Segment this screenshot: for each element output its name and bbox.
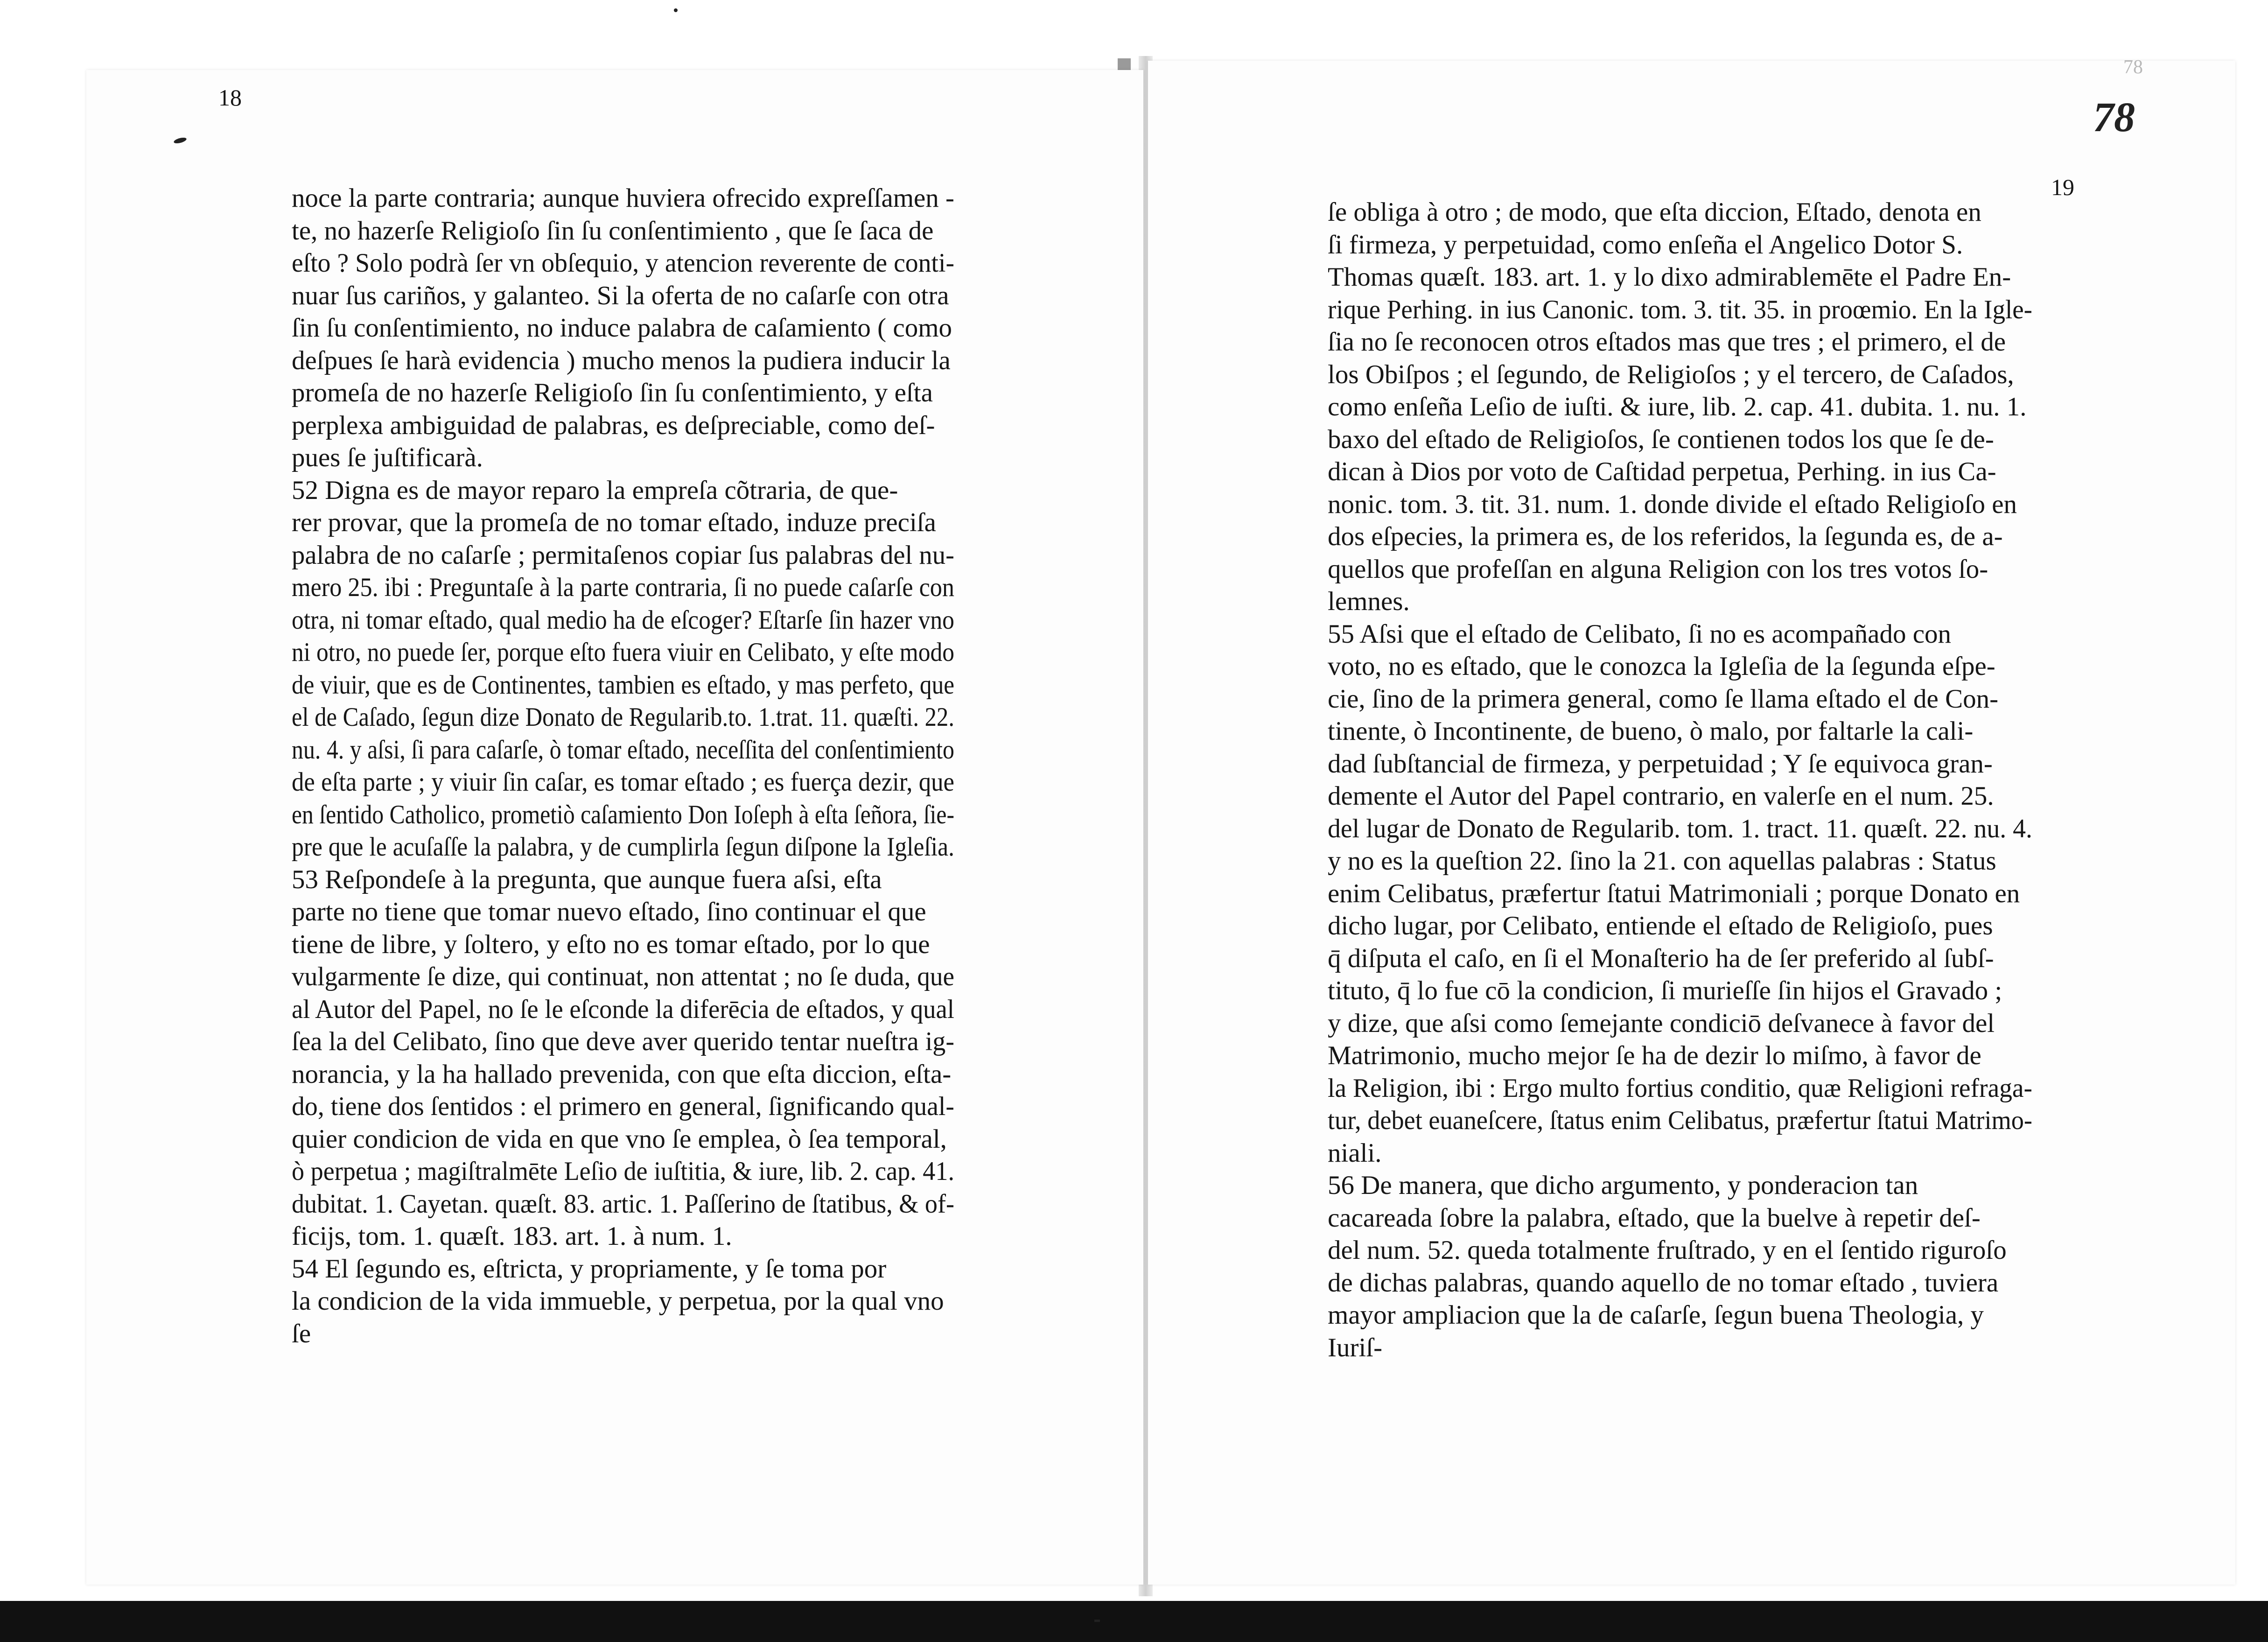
- right-page-text: [1328, 196, 2032, 1364]
- text-line: parte no tiene que tomar nuevo eſtado, ſino continuar el que: [292, 897, 926, 926]
- ink-dash: [1094, 1620, 1100, 1622]
- text-line: ſin ſu conſentimiento, no induce palabra de caſamiento ( como: [292, 313, 952, 343]
- text-line: niali.: [1328, 1138, 1382, 1168]
- text-line: Thomas quæſt. 183. art. 1. y lo dixo admirablemēte el Padre En-: [1328, 262, 2011, 292]
- text-line: quier condicion de vida en que vno ſe emplea, ò ſea temporal,: [292, 1124, 947, 1154]
- text-line: nuar ſus cariños, y galanteo. Si la oferta de no caſarſe con otra: [292, 281, 949, 310]
- text-line: nonic. tom. 3. tit. 31. num. 1. donde divide el eſtado Religioſo en: [1328, 489, 2017, 519]
- text-line: la condicion de la vida immueble, y perpetua, por la qual vno: [292, 1286, 944, 1316]
- text-line: norancia, y la ha hallado prevenida, con que eſta diccion, eſta-: [292, 1059, 952, 1089]
- text-line: promeſa de no hazerſe Religioſo ſin ſu conſentimiento, y eſta: [292, 378, 933, 407]
- text-line: 55 Aſsi que el eſtado de Celibato, ſi no es acompañado con: [1328, 619, 1951, 649]
- scanner-bottom-edge: [0, 1601, 2268, 1642]
- text-line: mayor ampliacion que la de caſarſe, ſegun buena Theologia, y: [1328, 1300, 1984, 1330]
- text-line: de dichas palabras, quando aquello de no tomar eſtado , tuviera: [1328, 1268, 1999, 1298]
- text-line: cie, ſino de la primera general, como ſe llama eſtado el de Con-: [1328, 684, 1999, 714]
- text-line: 54 El ſegundo es, eſtricta, y propriamente, y ſe toma por: [292, 1254, 887, 1284]
- text-line: en ſentido Catholico, prometiò caſamiento Don Ioſeph à eſta ſeñora, ſie-: [292, 800, 954, 829]
- text-line: ò perpetua ; magiſtralmēte Leſio de iuſtitia, & iure, lib. 2. cap. 41.: [292, 1157, 954, 1186]
- text-line: el de Caſado, ſegun dize Donato de Regularib.to. 1.trat. 11. quæſti. 22.: [292, 702, 954, 732]
- text-line: enim Celibatus, præfertur ſtatui Matrimoniali ; porque Donato en: [1328, 878, 2020, 908]
- folio-number: 78: [2093, 94, 2135, 140]
- text-line: ſe obliga à otro ; de modo, que eſta diccion, Eſtado, denota en: [1328, 197, 1981, 227]
- left-page-number: 18: [218, 84, 242, 111]
- text-line: y no es la queſtion 22. ſino la 21. con aquellas palabras : Status: [1328, 846, 1996, 876]
- ink-speck: [674, 8, 678, 12]
- text-line: perplexa ambiguidad de palabras, es deſpreciable, como deſ-: [292, 410, 935, 440]
- text-line: rique Perhing. in ius Canonic. tom. 3. tit. 35. in proœmio. En la Igle-: [1328, 295, 2032, 324]
- text-line: vulgarmente ſe dize, qui continuat, non attentat ; no ſe duda, que: [292, 962, 954, 991]
- text-line: pues ſe juſtificarà.: [292, 443, 483, 472]
- right-page-number: 19: [2051, 174, 2074, 200]
- text-line: 53 Reſpondeſe à la pregunta, que aunque fuera aſsi, eſta: [292, 864, 882, 894]
- text-line: cacareada ſobre la palabra, eſtado, que la buelve à repetir deſ-: [1328, 1203, 1981, 1233]
- text-line: como enſeña Leſio de iuſti. & iure, lib. 2. cap. 41. dubita. 1. nu. 1.: [1328, 392, 2027, 421]
- text-line: ſi firmeza, y perpetuidad, como enſeña el Angelico Dotor S.: [1328, 230, 1963, 260]
- text-line: al Autor del Papel, no ſe le eſconde la diferēcia de eſtados, y qual: [292, 994, 954, 1024]
- text-line: do, tiene dos ſentidos : el primero en general, ſignificando qual-: [292, 1092, 954, 1121]
- text-line: noce la parte contraria; aunque huviera ofrecido expreſſamen -: [292, 183, 954, 213]
- text-line: Matrimonio, mucho mejor ſe ha de dezir lo miſmo, à favor de: [1328, 1041, 1981, 1070]
- text-line: del num. 52. queda totalmente fruſtrado, y en el ſentido riguroſo: [1328, 1235, 2007, 1265]
- text-line: tituto, q̄ lo fue cō la condicion, ſi murieſſe ſin hijos el Gravado ;: [1328, 976, 2002, 1005]
- text-line: tinente, ò Incontinente, de bueno, ò malo, por faltarle la cali-: [1328, 716, 1974, 746]
- text-line: 52 Digna es de mayor reparo la empreſa cõtraria, de que-: [292, 475, 898, 505]
- text-line: quellos que profeſſan en alguna Religion con los tres votos ſo-: [1328, 554, 1988, 584]
- faint-folio-number: 78: [2123, 56, 2143, 78]
- text-line: del lugar de Donato de Regularib. tom. 1. tract. 11. quæſt. 22. nu. 4.: [1328, 814, 2032, 843]
- text-line: q̄ diſputa el caſo, en ſi el Monaſterio ha de ſer preferido al ſubſ-: [1328, 943, 1994, 973]
- text-line: voto, no es eſtado, que le conozca la Igleſia de la ſegunda eſpe-: [1328, 652, 1995, 681]
- text-line: ſe: [292, 1319, 311, 1348]
- text-line: la Religion, ibi : Ergo multo fortius conditio, quæ Religioni refraga-: [1328, 1073, 2032, 1103]
- text-line: dos eſpecies, la primera es, de los referidos, la ſegunda es, de a-: [1328, 522, 2003, 551]
- text-line: dican à Dios por voto de Caſtidad perpetua, Perhing. in ius Ca-: [1328, 457, 1996, 486]
- text-line: ſea la del Celibato, ſino que deve aver querido tentar nueſtra ig-: [292, 1027, 954, 1056]
- text-line: de viuir, que es de Continentes, tambien es eſtado, y mas perfeto, que: [292, 670, 954, 700]
- text-line: los Obiſpos ; el ſegundo, de Religioſos ; y el tercero, de Caſados,: [1328, 359, 2014, 389]
- text-line: tiene de libre, y ſoltero, y eſto no es tomar eſtado, por lo que: [292, 929, 930, 959]
- text-line: dad ſubſtancial de firmeza, y perpetuidad ; Y ſe equivoca gran-: [1328, 749, 1993, 779]
- text-line: baxo del eſtado de Religioſos, ſe contienen todos los que ſe de-: [1328, 424, 1994, 454]
- text-line: palabra de no caſarſe ; permitaſenos copiar ſus palabras del nu-: [292, 540, 954, 570]
- text-line: de eſta parte ; y viuir ſin caſar, es tomar eſtado ; es fuerça dezir, que: [292, 767, 954, 797]
- text-line: ſia no ſe reconocen otros eſtados mas que tres ; el primero, el de: [1328, 327, 2006, 357]
- text-line: ni otro, no puede ſer, porque eſto fuera viuir en Celibato, y eſte modo: [292, 638, 954, 667]
- text-line: mero 25. ibi : Preguntaſe à la parte contraria, ſi no puede caſarſe con: [292, 573, 954, 602]
- text-line: lemnes.: [1328, 587, 1410, 616]
- text-line: y dize, que aſsi como ſemejante condiciō deſvanece à favor del: [1328, 1008, 1995, 1038]
- text-line: ficijs, tom. 1. quæſt. 183. art. 1. à num. 1.: [292, 1221, 732, 1251]
- text-line: Iuriſ-: [1328, 1333, 1383, 1362]
- text-line: nu. 4. y aſsi, ſi para caſarſe, ò tomar eſtado, neceſſita del conſentimiento: [292, 735, 954, 765]
- text-line: pre que le acuſaſſe la palabra, y de cumplirla ſegun diſpone la Igleſia.: [292, 832, 954, 862]
- text-line: rer provar, que la promeſa de no tomar eſtado, induze preciſa: [292, 508, 936, 537]
- text-line: tur, debet euaneſcere, ſtatus enim Celibatus, præfertur ſtatui Matrimo-: [1328, 1106, 2032, 1135]
- left-page-text: [292, 182, 954, 1350]
- text-line: dubitat. 1. Cayetan. quæſt. 83. artic. 1. Paſſerino de ſtatibus, & of-: [292, 1189, 954, 1219]
- text-line: deſpues ſe harà evidencia ) mucho menos la pudiera inducir la: [292, 345, 951, 375]
- text-line: 56 De manera, que dicho argumento, y ponderacion tan: [1328, 1171, 1918, 1200]
- text-line: demente el Autor del Papel contrario, en valerſe en el num. 25.: [1328, 781, 1994, 811]
- text-line: eſto ? Solo podrà ſer vn obſequio, y atencion reverente de conti-: [292, 248, 954, 278]
- text-line: dicho lugar, por Celibato, entiende el eſtado de Religioſo, pues: [1328, 911, 1993, 940]
- text-line: te, no hazerſe Religioſo ſin ſu conſentimiento , que ſe ſaca de: [292, 216, 934, 246]
- text-line: otra, ni tomar eſtado, qual medio ha de eſcoger? Eſtarſe ſin hazer vno: [292, 605, 954, 635]
